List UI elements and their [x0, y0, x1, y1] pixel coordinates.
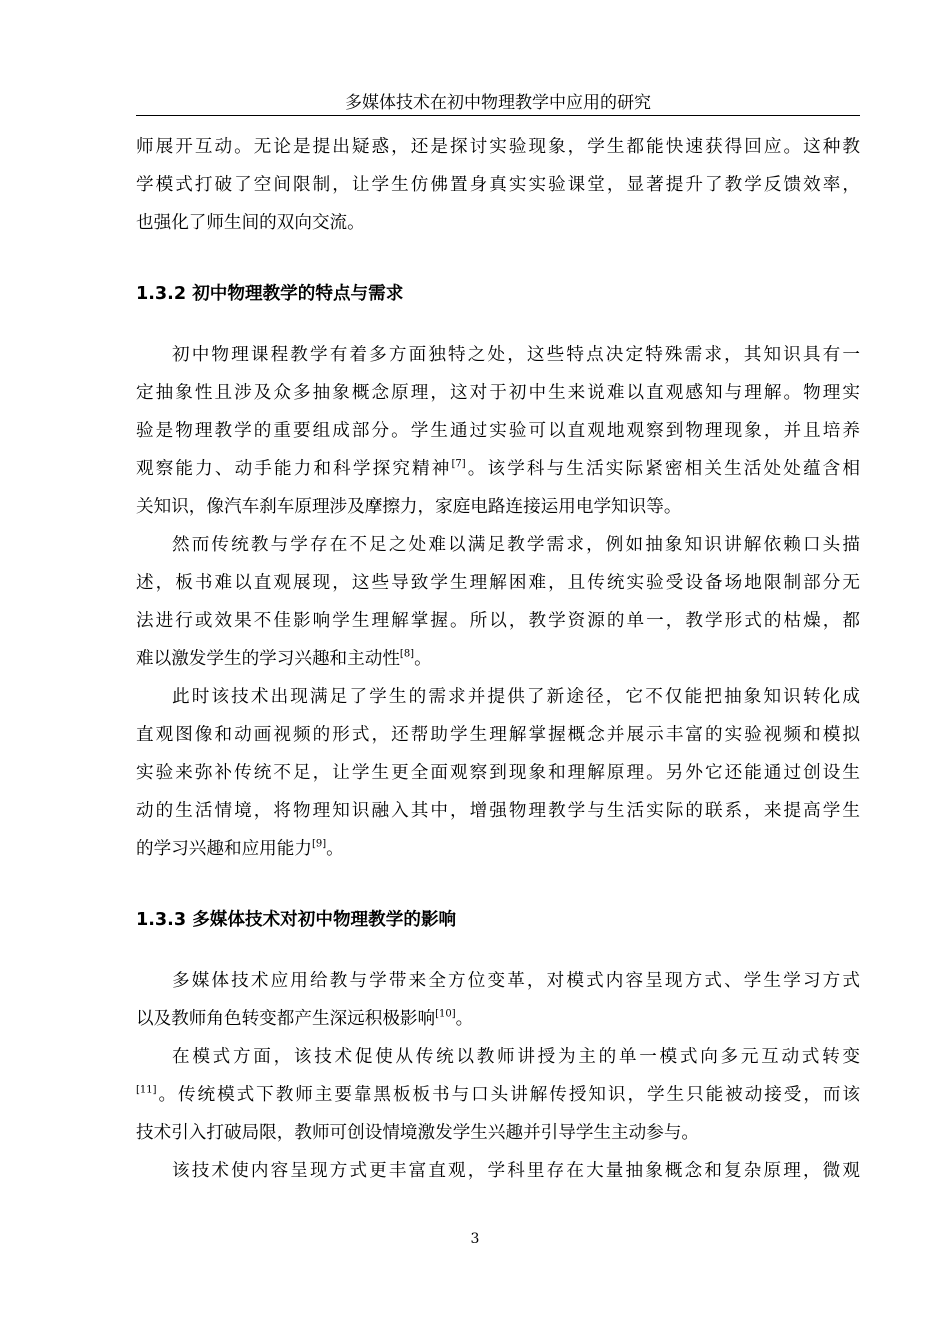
text-run: 难以激发学生的学习兴趣和主动性: [136, 649, 400, 669]
text-line: [136, 830, 860, 868]
paragraph-133-3: [136, 1152, 860, 1190]
text-line: 述，板书难以直观展现，这些导致学生理解困难，且传统实验受设备场地限制部分无: [136, 573, 860, 593]
text-run: 。: [455, 1009, 474, 1029]
text-line: 学模式打破了空间限制，让学生仿佛置身真实实验课堂，显著提升了教学反馈效率，: [136, 175, 860, 195]
text-line: 实验来弥补传统不足，让学生更全面观察到现象和理解原理。另外它还能通过创设生: [136, 763, 860, 783]
text-line: [136, 1076, 860, 1114]
paragraph-132-3: [136, 678, 860, 868]
citation-ref: [10]: [435, 1008, 456, 1020]
text-line: 直观图像和动画视频的形式，还帮助学生理解掌握概念并展示丰富的实验视频和模拟: [136, 725, 860, 745]
text-line: [136, 450, 860, 488]
text-line: 技术引入打破局限，教师可创设情境激发学生兴趣并引导学生主动参与。: [136, 1123, 700, 1143]
text-line: [136, 1000, 860, 1038]
text-run: 以及教师角色转变都产生深远积极影响: [136, 1009, 436, 1029]
text-line: 在模式方面，该技术促使从传统以教师讲授为主的单一模式向多元互动式转变: [172, 1047, 860, 1067]
header-rule: [136, 115, 860, 116]
text-run: 。: [414, 649, 432, 669]
text-line: 验是物理教学的重要组成部分。学生通过实验可以直观地观察到物理现象，并且培养: [136, 421, 860, 441]
running-head: 多媒体技术在初中物理教学中应用的研究: [345, 93, 651, 113]
page-number: 3: [470, 1231, 480, 1247]
text-run: 观察能力、动手能力和科学探究精神: [136, 459, 452, 479]
citation-ref: [11]: [136, 1084, 157, 1096]
text-line: 多媒体技术应用给教与学带来全方位变革，对模式内容呈现方式、学生学习方式: [172, 971, 860, 991]
text-line: 该技术使内容呈现方式更丰富直观，学科里存在大量抽象概念和复杂原理，微观: [172, 1161, 860, 1181]
citation-ref: [8]: [399, 648, 415, 660]
text-line: 师展开互动。无论是提出疑惑，还是探讨实验现象，学生都能快速获得回应。这种教: [136, 137, 860, 157]
text-line: [136, 640, 860, 678]
paragraph-133-2: [136, 1038, 860, 1152]
section-heading-1-3-2: 1.3.2 初中物理教学的特点与需求: [136, 284, 404, 304]
citation-ref: [9]: [311, 838, 327, 850]
text-run: 。传统模式下教师主要靠黑板板书与口头讲解传授知识，学生只能被动接受，而该: [156, 1085, 860, 1105]
text-run: 的学习兴趣和应用能力: [136, 839, 312, 859]
paragraph-132-1: [136, 336, 860, 526]
text-line: 也强化了师生间的双向交流。: [136, 213, 365, 233]
paragraph-132-2: [136, 526, 860, 678]
text-line: 此时该技术出现满足了学生的需求并提供了新途径，它不仅能把抽象知识转化成: [172, 687, 860, 707]
text-run: 。该学科与生活实际紧密相关生活处处蕴含相: [465, 459, 860, 479]
section-heading-1-3-3: 1.3.3 多媒体技术对初中物理教学的影响: [136, 910, 457, 930]
text-line: 定抽象性且涉及众多抽象概念原理，这对于初中生来说难以直观感知与理解。物理实: [136, 383, 860, 403]
body-text: [136, 128, 860, 1190]
text-run: 。: [326, 839, 344, 859]
text-line: 法进行或效果不佳影响学生理解掌握。所以，教学资源的单一，教学形式的枯燥，都: [136, 611, 860, 631]
citation-ref: [7]: [451, 458, 466, 470]
paragraph-133-1: [136, 962, 860, 1038]
paragraph-intro: [136, 128, 860, 242]
text-line: 然而传统教与学存在不足之处难以满足教学需求，例如抽象知识讲解依赖口头描: [172, 535, 860, 555]
text-line: 关知识，像汽车刹车原理涉及摩擦力，家庭电路连接运用电学知识等。: [136, 497, 682, 517]
text-line: 初中物理课程教学有着多方面独特之处，这些特点决定特殊需求，其知识具有一: [172, 345, 860, 365]
text-line: 动的生活情境，将物理知识融入其中，增强物理教学与生活实际的联系，来提高学生: [136, 801, 860, 821]
